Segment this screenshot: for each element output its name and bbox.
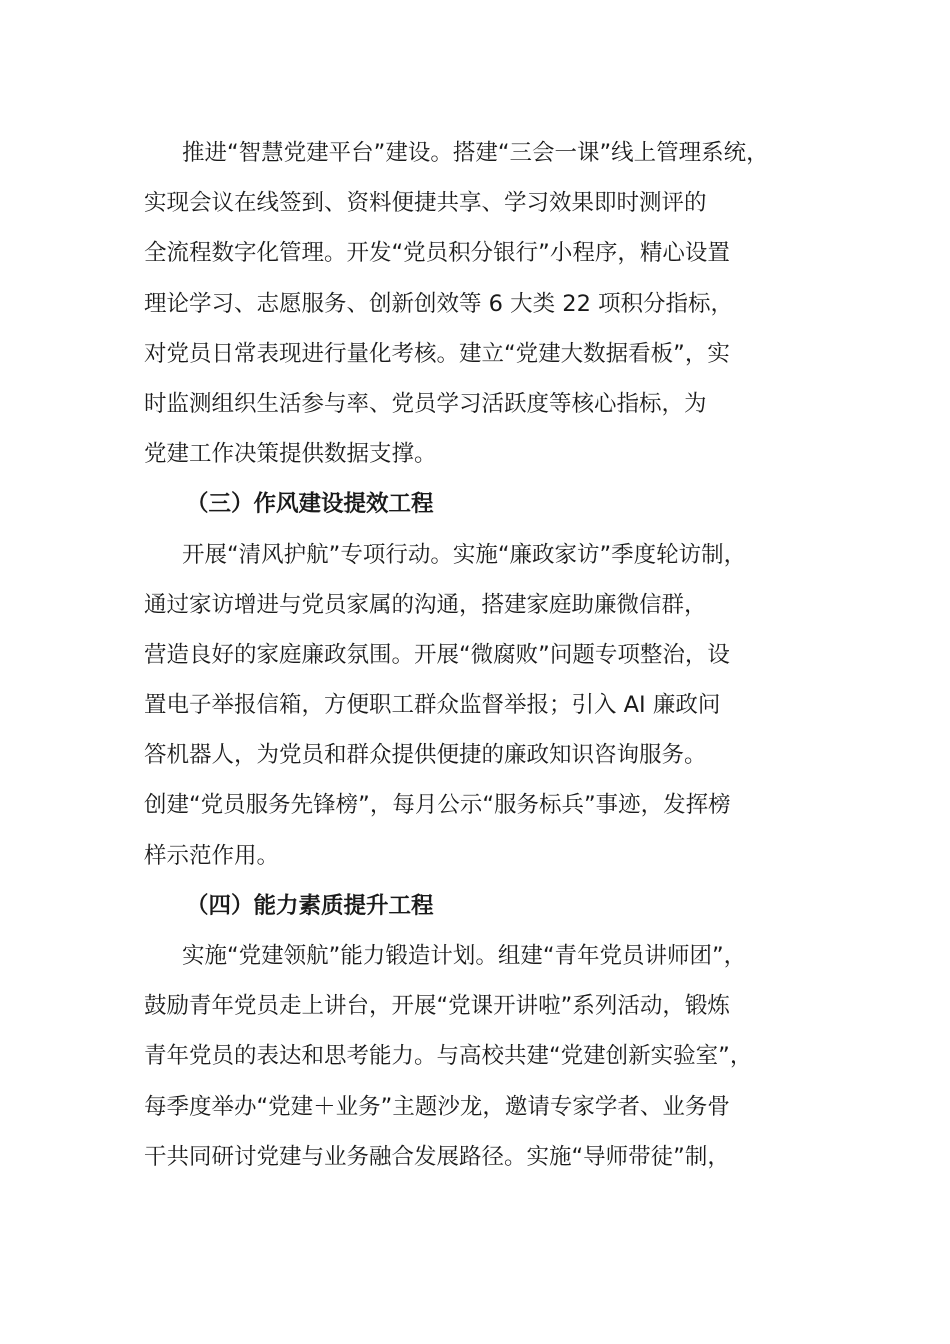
section-heading-style-building: （三）作风建设提效工程 bbox=[186, 491, 434, 518]
paragraph-line: 开展“清风护航”专项行动。实施“廉政家访”季度轮访制， bbox=[182, 541, 747, 568]
paragraph-line: 通过家访增进与党员家属的沟通，搭建家庭助廉微信群， bbox=[144, 591, 707, 618]
paragraph-line: 创建“党员服务先锋榜”，每月公示“服务标兵”事迹，发挥榜 bbox=[144, 792, 731, 819]
paragraph-line: 实施“党建领航”能力锻造计划。组建“青年党员讲师团”， bbox=[182, 943, 747, 969]
paragraph-party-pilot-plan bbox=[144, 931, 814, 1182]
paragraph-line: 推进“智慧党建平台”建设。搭建“三会一课”线上管理系统， bbox=[182, 140, 769, 166]
paragraph-line: 置电子举报信箱，方便职工群众监督举报；引入 AI 廉政问 bbox=[144, 692, 721, 719]
document-body bbox=[144, 128, 814, 1182]
paragraph-line: 答机器人，为党员和群众提供便捷的廉政知识咨询服务。 bbox=[144, 742, 707, 769]
paragraph-line: 全流程数字化管理。开发“党员积分银行”小程序，精心设置 bbox=[144, 240, 730, 267]
paragraph-line: 每季度举办“党建＋业务”主题沙龙，邀请专家学者、业务骨 bbox=[144, 1093, 730, 1120]
paragraph-smart-party-platform bbox=[144, 128, 814, 479]
section-heading-capability-improvement: （四）能力素质提升工程 bbox=[186, 892, 434, 919]
paragraph-line: 时监测组织生活参与率、党员学习活跃度等核心指标，为 bbox=[144, 390, 707, 417]
paragraph-line: 青年党员的表达和思考能力。与高校共建“党建创新实验室”， bbox=[144, 1043, 753, 1070]
paragraph-line: 党建工作决策提供数据支撑。 bbox=[144, 441, 437, 468]
paragraph-line: 样示范作用。 bbox=[144, 842, 280, 869]
paragraph-line: 理论学习、志愿服务、创新创效等 6 大类 22 项积分指标， bbox=[144, 290, 734, 317]
paragraph-line: 鼓励青年党员走上讲台，开展“党课开讲啦”系列活动，锻炼 bbox=[144, 993, 730, 1020]
paragraph-line: 营造良好的家庭廉政氛围。开展“微腐败”问题专项整治，设 bbox=[144, 641, 730, 668]
paragraph-line: 干共同研讨党建与业务融合发展路径。实施“导师带徒”制， bbox=[144, 1143, 730, 1170]
paragraph-line: 对党员日常表现进行量化考核。建立“党建大数据看板”，实 bbox=[144, 340, 730, 367]
paragraph-line: 实现会议在线签到、资料便捷共享、学习效果即时测评的 bbox=[144, 190, 707, 217]
paragraph-clean-wind-action bbox=[144, 530, 814, 881]
